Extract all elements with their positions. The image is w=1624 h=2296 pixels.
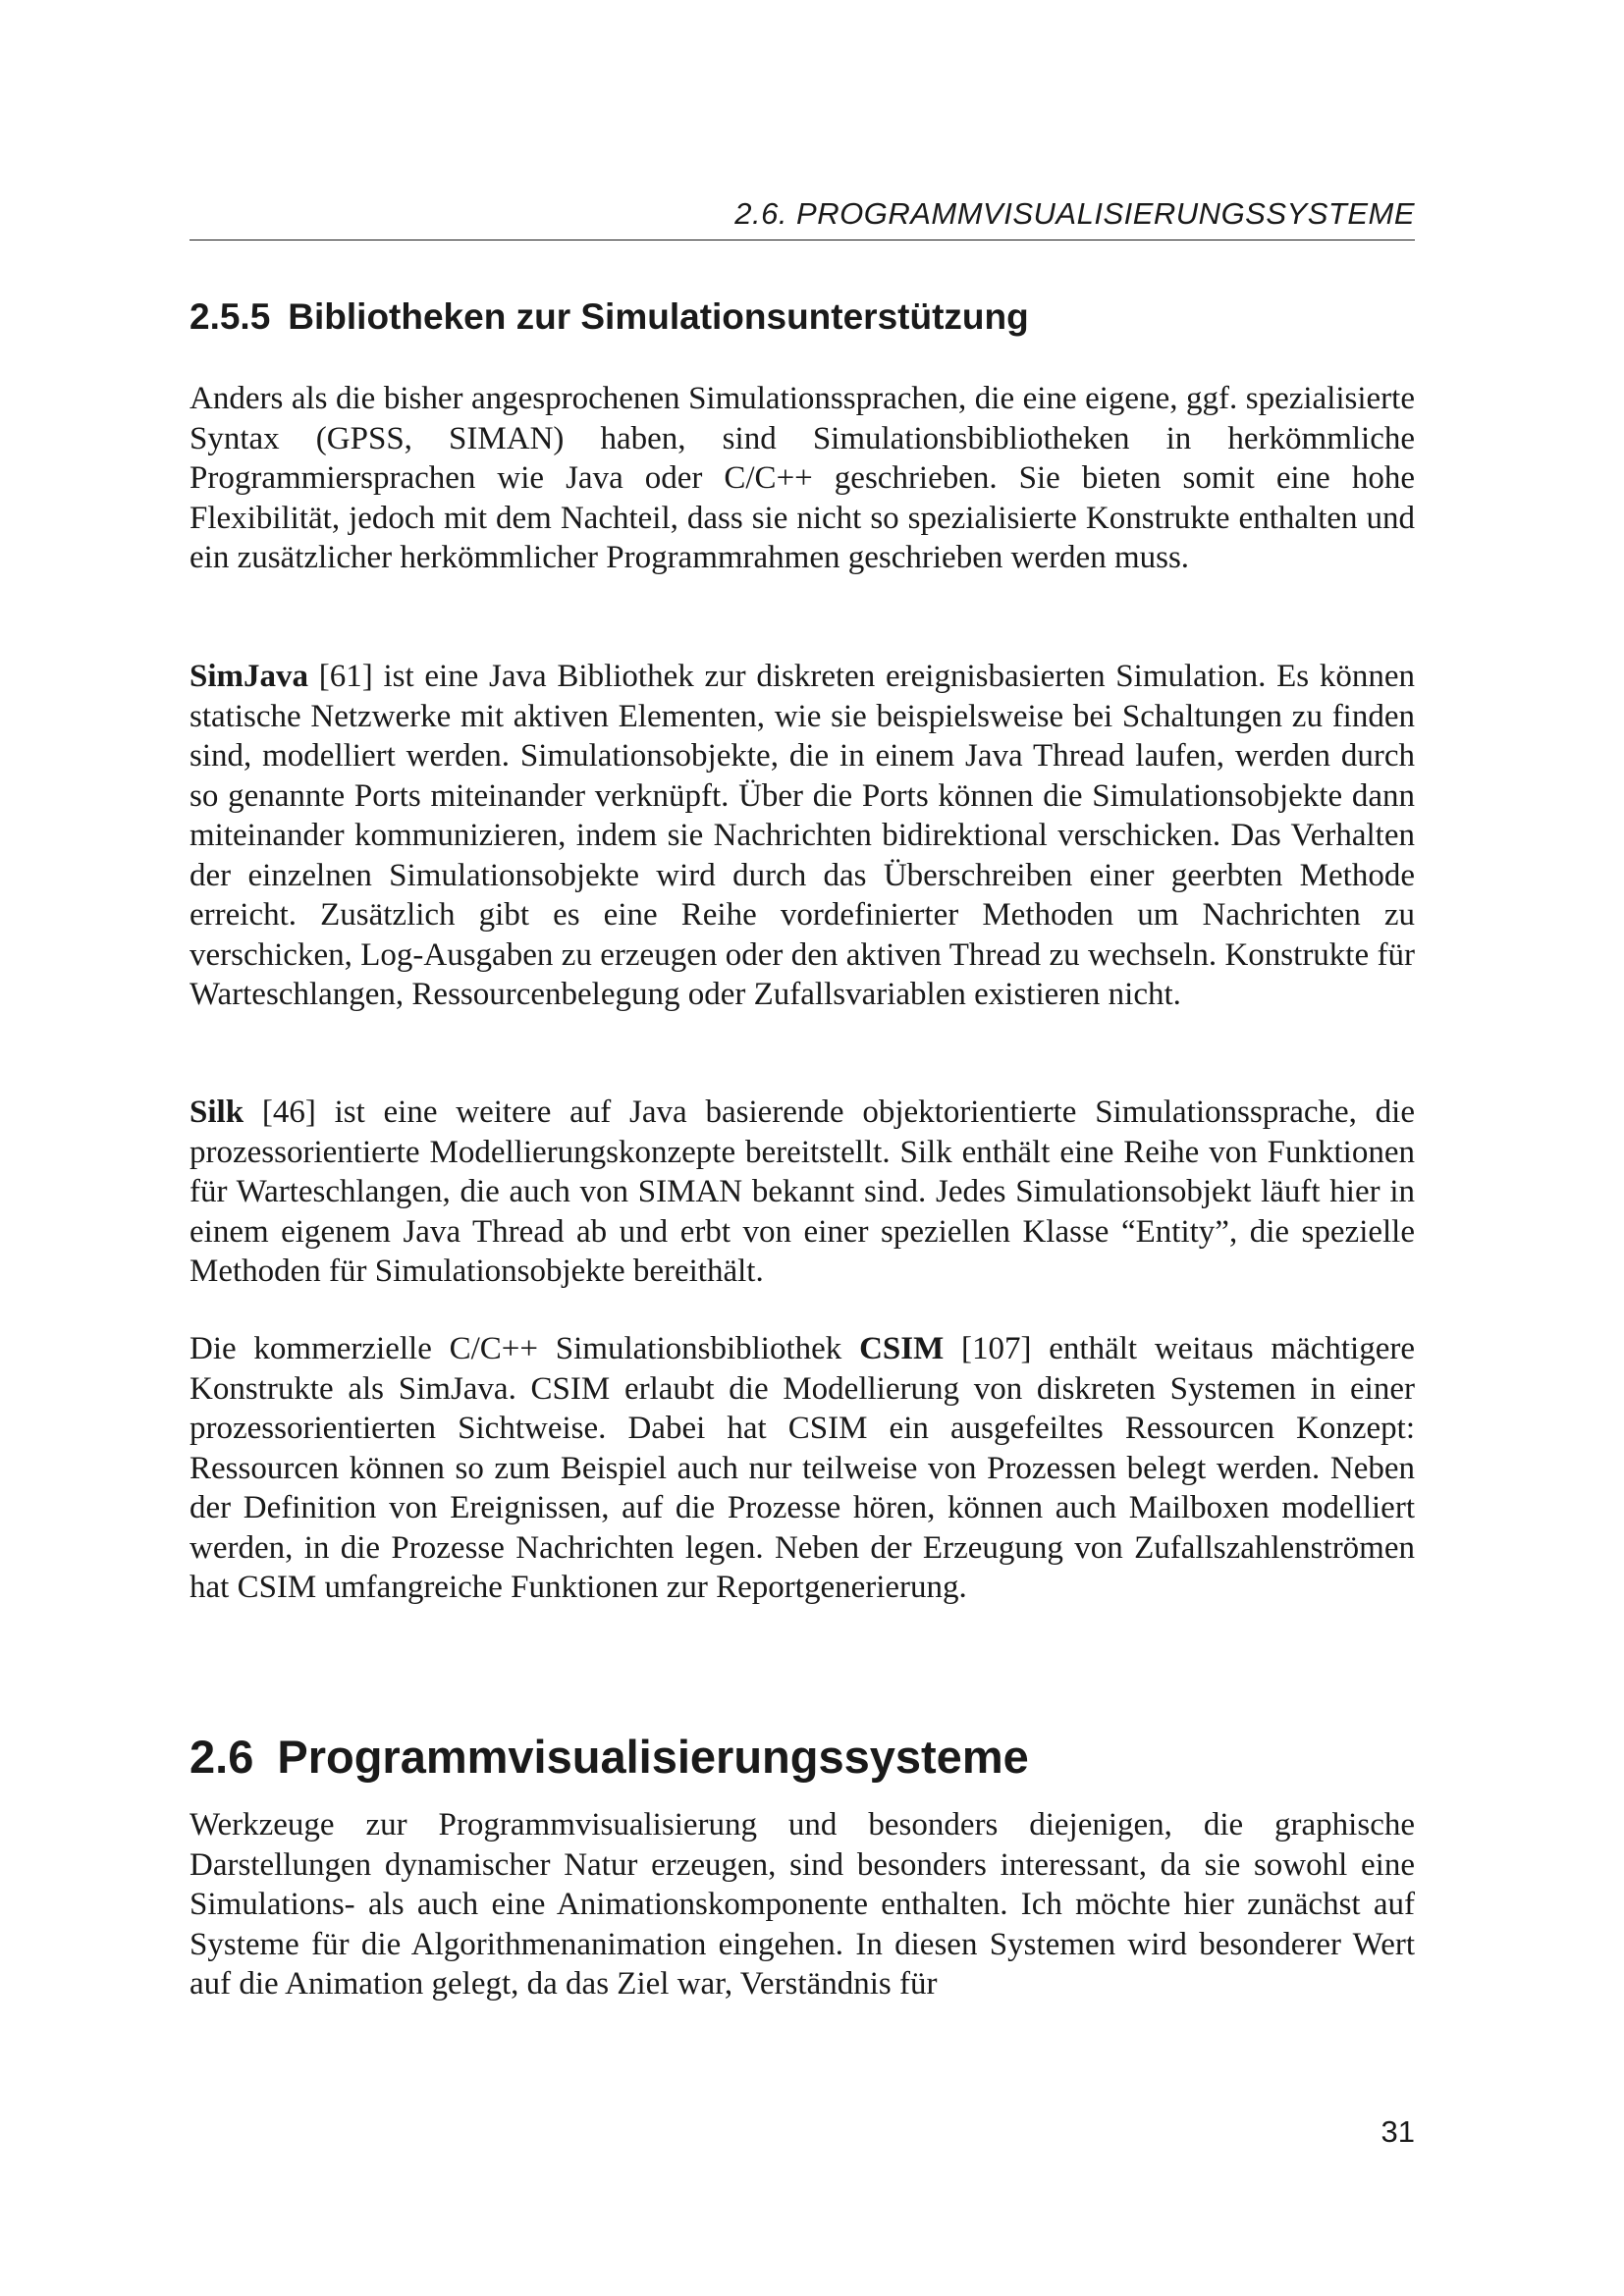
term-simjava: SimJava	[189, 659, 309, 694]
paragraph-csim-text-after: [107] enthält weitaus mächtigere Konstrukte als SimJava. CSIM erlaubt die Modellierung von diskreten Systemen in einer prozessorientierten Sichtweise. Dabei hat CSIM ein ausgefeiltes Ressourcen Konzept: Ressourcen können so zum Beispiel auch nur teilweise von Prozessen belegt werden. Neben der Definition von Ereignissen, auf die Prozesse hören, können auch Mailboxen modelliert werden, in die Prozesse Nachrichten legen. Neben der Erzeugung von Zufallszahlenströmen hat CSIM umfangreiche Funktionen zur Reportgenerierung.	[189, 1331, 1415, 1605]
section-title: Programmvisualisierungssysteme	[277, 1731, 1029, 1783]
paragraph-simjava-text: [61] ist eine Java Bibliothek zur diskreten ereignisbasierten Simulation. Es können statische Netzwerke mit aktiven Elementen, wie sie beispielsweise bei Schaltungen zu finden sind, modelliert werden. Simulationsobjekte, die in einem Java Thread laufen, werden durch so genannte Ports miteinander verknüpft. Über die Ports können die Simulationsobjekte dann miteinander kommunizieren, indem sie Nachrichten bidirektional verschicken. Das Verhalten der einzelnen Simulationsobjekte wird durch das Überschreiben einer geerbten Methode erreicht. Zusätzlich gibt es eine Reihe vordefinierter Methoden um Nachrichten zu verschicken, Log-Ausgaben zu erzeugen oder den aktiven Thread zu wechseln. Konstrukte für Warteschlangen, Ressourcenbelegung oder Zufallsvariablen existieren nicht.	[189, 659, 1415, 1012]
paragraph-simjava	[189, 657, 1415, 1015]
term-silk: Silk	[189, 1095, 244, 1130]
paragraph-silk	[189, 1093, 1415, 1292]
paragraph-csim-text-before: Die kommerzielle C/C++ Simulationsbibliothek	[189, 1331, 860, 1366]
page-number: 31	[1380, 2114, 1415, 2149]
subsection-title: Bibliotheken zur Simulationsunterstützung	[288, 296, 1029, 337]
running-header: 2.6. PROGRAMMVISUALISIERUNGSSYSTEME	[734, 196, 1415, 231]
term-csim: CSIM	[859, 1331, 945, 1366]
document-page	[189, 0, 1415, 2296]
subsection-number: 2.5.5	[189, 296, 271, 337]
paragraph-csim	[189, 1329, 1415, 1608]
paragraph-silk-text: [46] ist eine weitere auf Java basierende objektorientierte Simulationssprache, die prozessorientierte Modellierungskonzepte bereitstellt. Silk enthält eine Reihe von Funktionen für Warteschlangen, die auch von SIMAN bekannt sind. Jedes Simulationsobjekt läuft hier in einem eigenem Java Thread ab und erbt von einer speziellen Klasse “Entity”, die spezielle Methoden für Simulationsobjekte bereithält.	[189, 1095, 1415, 1289]
subsection-heading	[189, 294, 1029, 340]
section-heading	[189, 1730, 1029, 1785]
section-number: 2.6	[189, 1731, 254, 1783]
paragraph-visualization: Werkzeuge zur Programmvisualisierung und besonders diejenigen, die graphische Darstellungen dynamischer Natur erzeugen, sind besonders interessant, da sie sowohl eine Simulations- als auch eine Animationskomponente enthalten. Ich möchte hier zunächst auf Systeme für die Algorithmenanimation eingehen. In diesen Systemen wird besonderer Wert auf die Animation gelegt, da das Ziel war, Verständnis für	[189, 1807, 1415, 2002]
paragraph-intro: Anders als die bisher angesprochenen Simulationssprachen, die eine eigene, ggf. spezialisierte Syntax (GPSS, SIMAN) haben, sind Simulationsbibliotheken in herkömmliche Programmiersprachen wie Java oder C/C++ geschrieben. Sie bieten somit eine hohe Flexibilität, jedoch mit dem Nachteil, dass sie nicht so spezialisierte Konstrukte enthalten und ein zusätzlicher herkömmlicher Programmrahmen geschrieben werden muss.	[189, 381, 1415, 575]
